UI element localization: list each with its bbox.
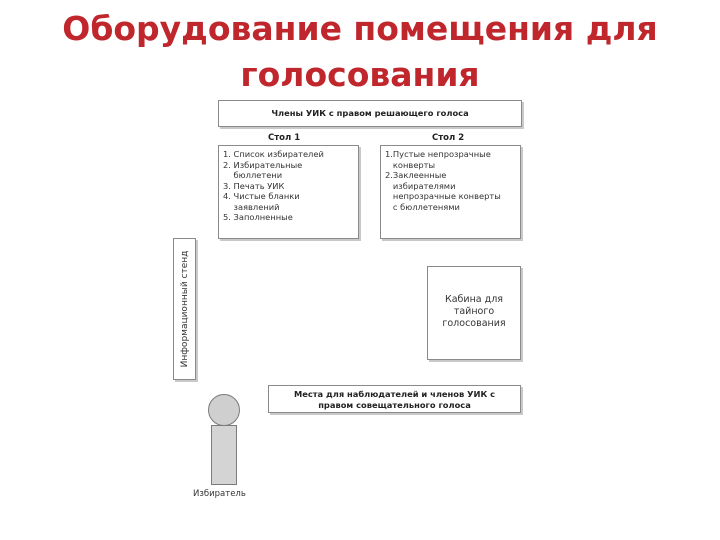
page-title-line1: Оборудование помещения для bbox=[62, 9, 658, 48]
observers-seats-label bbox=[269, 389, 520, 410]
list-item: 4. Чистые бланки bbox=[223, 191, 300, 201]
list-item: 1. Список избирателей bbox=[223, 149, 324, 159]
table2-box bbox=[380, 145, 521, 239]
list-item: 2.Заклеенные bbox=[385, 170, 447, 180]
table1-label: Стол 1 bbox=[268, 133, 301, 143]
table2-list bbox=[385, 149, 501, 212]
list-item: бюллетени bbox=[223, 170, 283, 180]
voter-head-icon bbox=[208, 394, 240, 426]
voter-body-icon bbox=[211, 425, 237, 485]
list-item: заявлений bbox=[223, 201, 280, 212]
list-item: 5. Заполненные bbox=[223, 212, 293, 222]
list-item: непрозрачные конверты bbox=[385, 191, 501, 201]
list-item: 2. Избирательные bbox=[223, 159, 303, 170]
list-item: с бюллетенями bbox=[385, 201, 460, 212]
table1-list bbox=[223, 149, 324, 223]
table2-label: Стол 2 bbox=[432, 133, 465, 143]
info-stand-label: Информационный стенд bbox=[179, 250, 190, 368]
voting-booth-line3: голосования bbox=[442, 318, 506, 329]
list-item: конверты bbox=[385, 159, 436, 170]
observers-seats-box bbox=[268, 385, 521, 413]
page-title-line2: голосования bbox=[240, 55, 480, 94]
voting-booth-label bbox=[428, 294, 520, 330]
voting-booth-line1: Кабина для bbox=[444, 294, 503, 305]
observers-line1: Места для наблюдателей и членов УИК с bbox=[293, 389, 496, 399]
voter-label: Избиратель bbox=[193, 489, 246, 499]
list-item: 3. Печать УИК bbox=[223, 180, 285, 191]
list-item: избирателями bbox=[385, 180, 456, 191]
list-item: 1.Пустые непрозрачные bbox=[385, 149, 491, 159]
observers-line2: правом совещательного голоса bbox=[318, 399, 471, 410]
commission-members-label: Члены УИК с правом решающего голоса bbox=[271, 108, 469, 118]
table1-box bbox=[218, 145, 359, 239]
voting-booth-box bbox=[427, 266, 521, 360]
voting-booth-line2: тайного bbox=[453, 306, 495, 317]
commission-members-box bbox=[218, 100, 522, 127]
info-stand-box bbox=[173, 238, 196, 380]
